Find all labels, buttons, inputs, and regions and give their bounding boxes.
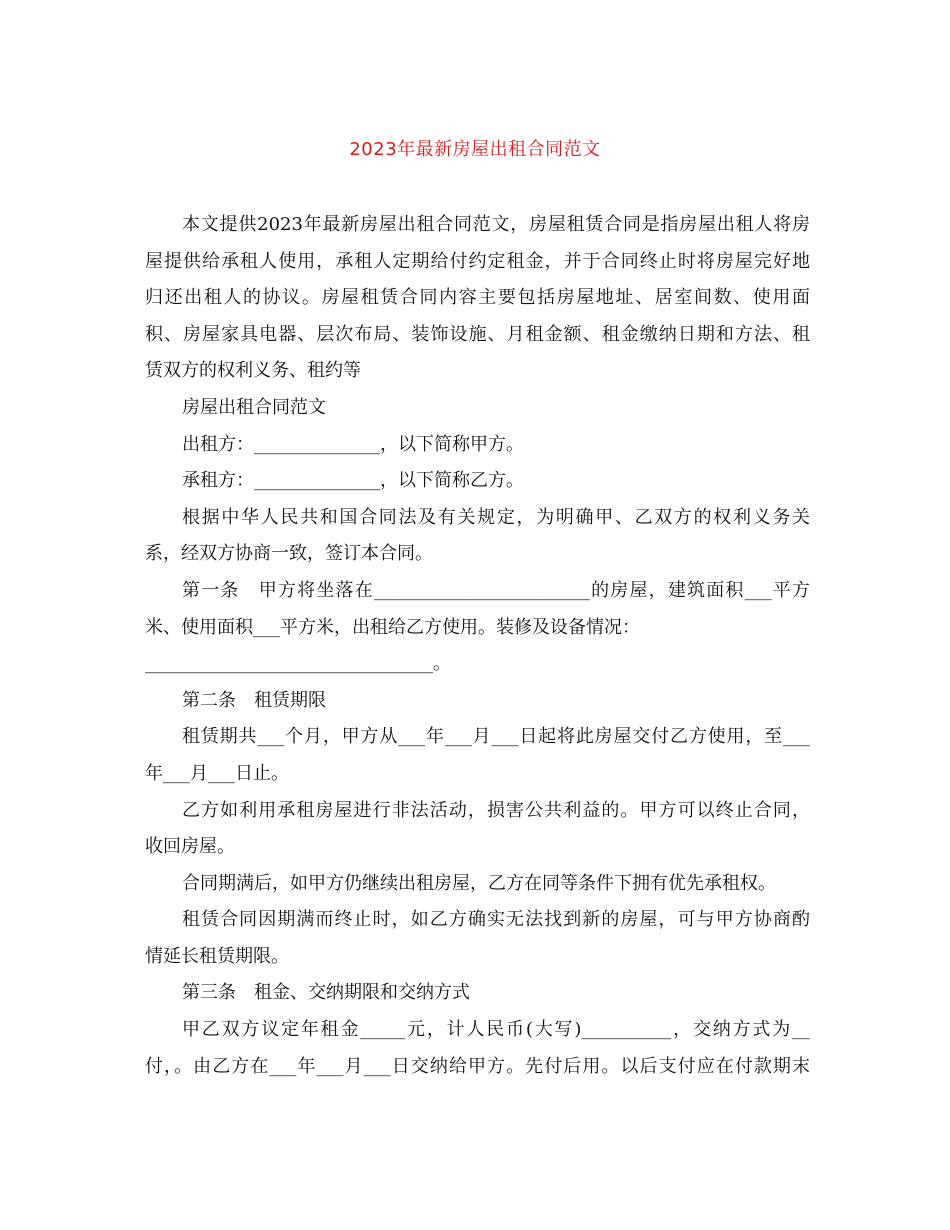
document-title: 2023年最新房屋出租合同范文	[349, 139, 601, 160]
article-3-heading: 第三条 租金、交纳期限和交纳方式	[182, 982, 470, 1004]
article-1-line: ________________________________。	[145, 653, 451, 675]
article-2-heading: 第二条 租赁期限	[182, 689, 326, 711]
paragraph-line: 系，经双方协商一致，签订本合同。	[145, 543, 433, 565]
article-2-line: 乙方如利用承租房屋进行非法活动，损害公共利益的。甲方可以终止合同，	[182, 799, 810, 821]
article-1-line: 米、使用面积___平方米，出租给乙方使用。装修及设备情况：	[145, 616, 640, 638]
article-3-line: 甲乙双方议定年租金_____元，计人民币(大写)__________，交纳方式为__	[182, 1019, 810, 1041]
section-heading: 房屋出租合同范文	[182, 396, 326, 418]
party-lessee-line: 承租方：______________，以下简称乙方。	[182, 470, 524, 492]
paragraph-line: 屋提供给承租人使用，承租人定期给付约定租金，并于合同终止时将房屋完好地	[145, 250, 810, 272]
article-2-line: 年___月___日止。	[145, 762, 289, 784]
party-lessor-line: 出租方：______________，以下简称甲方。	[182, 433, 524, 455]
paragraph-line: 积、房屋家具电器、层次布局、装饰设施、月租金额、租金缴纳日期和方法、租	[145, 323, 810, 345]
paragraph-line: 根据中华人民共和国合同法及有关规定，为明确甲、乙双方的权利义务关	[182, 506, 810, 528]
paragraph-line: 本文提供2023年最新房屋出租合同范文，房屋租赁合同是指房屋出租人将房	[182, 214, 810, 235]
article-2-line: 合同期满后，如甲方仍继续出租房屋，乙方在同等条件下拥有优先承租权。	[182, 872, 776, 894]
article-2-line: 租赁期共___个月，甲方从___年___月___日起将此房屋交付乙方使用，至___	[182, 726, 810, 748]
article-3-line: 付，。由乙方在___年___月___日交纳给甲方。先付后用。以后支付应在付款期末	[145, 1055, 810, 1077]
document-body	[145, 207, 810, 1085]
article-2-line: 收回房屋。	[145, 836, 235, 858]
paragraph-line: 赁双方的权利义务、租约等	[145, 360, 361, 382]
article-2-line: 租赁合同因期满而终止时，如乙方确实无法找到新的房屋，可与甲方协商酌	[182, 909, 810, 931]
article-2-line: 情延长租赁期限。	[145, 945, 289, 967]
paragraph-line: 归还出租人的协议。房屋租赁合同内容主要包括房屋地址、居室间数、使用面	[145, 287, 810, 309]
article-1-line: 第一条 甲方将坐落在________________________的房屋，建筑面积___平方	[182, 579, 810, 601]
